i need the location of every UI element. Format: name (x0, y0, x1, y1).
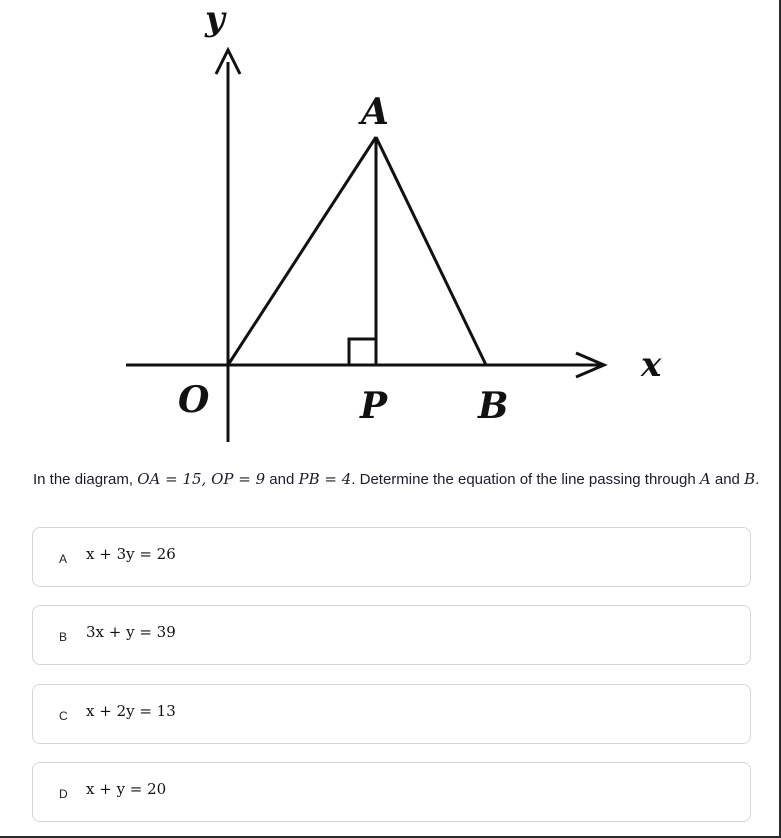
option-equation: x + y = 20 (86, 780, 167, 798)
question-text (33, 467, 763, 492)
answer-option-c[interactable] (32, 684, 751, 744)
label-o: O (178, 379, 210, 421)
label-b: B (478, 385, 509, 427)
question-math-oa-op: OA = 15, OP = 9 (137, 470, 266, 488)
right-angle-marker (349, 339, 376, 365)
label-a: A (361, 91, 389, 133)
answer-option-b[interactable] (32, 605, 751, 665)
segment-oa (228, 137, 376, 365)
option-letter: A (59, 552, 68, 566)
question-math-b: B (744, 470, 756, 488)
question-text-part: . Determine the equation of the line passing through (351, 471, 700, 488)
question-math-pb: PB = 4 (298, 470, 352, 488)
question-text-part: In the diagram, (33, 471, 138, 488)
answer-option-d[interactable] (32, 762, 751, 822)
answer-option-a[interactable] (32, 527, 751, 587)
question-text-part: and (710, 471, 745, 488)
question-math-a: A (699, 470, 711, 488)
option-equation: x + 2y = 13 (86, 702, 176, 720)
option-equation: x + 3y = 26 (86, 545, 176, 563)
label-x: x (641, 345, 662, 385)
label-p: P (360, 385, 388, 427)
option-letter: D (59, 787, 68, 801)
option-equation: 3x + y = 39 (86, 623, 176, 641)
option-letter: C (59, 709, 68, 723)
question-text-part: and (265, 471, 299, 488)
segment-ab (376, 137, 486, 365)
question-text-part: . (755, 471, 760, 488)
option-letter: B (59, 630, 68, 644)
label-y: y (205, 0, 225, 39)
